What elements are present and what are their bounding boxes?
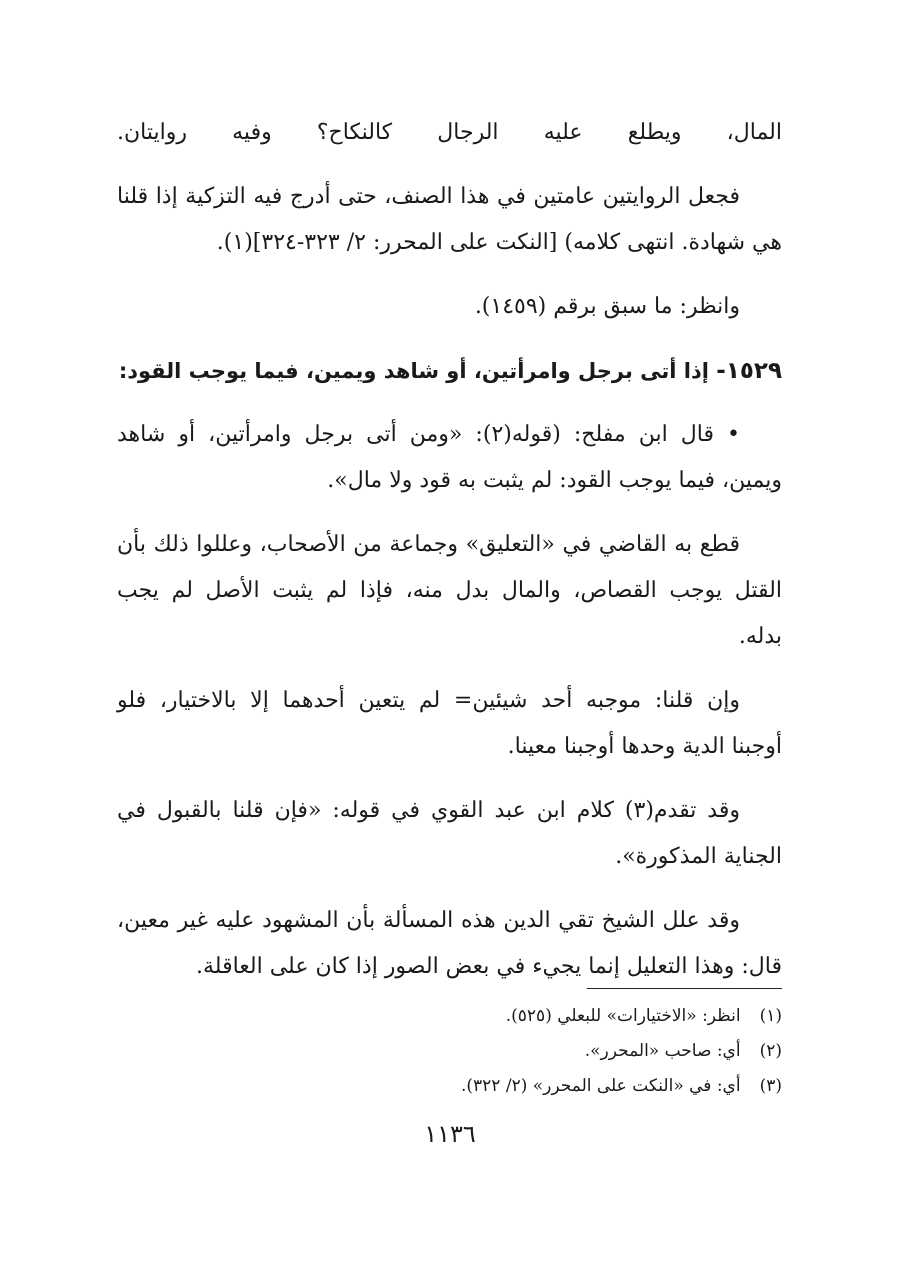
paragraph-line: ويمين، فيما يوجب القود: لم يثبت به قود ولا مال».	[327, 468, 782, 493]
section-number: ١٥٢٩-	[716, 358, 782, 384]
paragraph-line: بدله.	[738, 624, 782, 649]
footnote	[117, 1034, 782, 1069]
paragraph-line: فجعل الروايتين عامتين في هذا الصنف، حتى أدرج فيه التزكية إذا قلنا	[117, 184, 740, 209]
footnotes	[117, 988, 782, 1104]
footnote-number: (١)	[759, 1006, 782, 1026]
paragraph-line: قال: وهذا التعليل إنما يجيء في بعض الصور إذا كان على العاقلة.	[196, 954, 782, 979]
footnote-number: (٣)	[759, 1076, 782, 1096]
paragraph-line: • قال ابن مفلح: (قوله(٢): «ومن أتى برجل وامرأتين، أو شاهد	[117, 422, 740, 447]
footnote-number: (٢)	[759, 1041, 782, 1061]
footnote-text: أي: صاحب «المحرر».	[584, 1041, 741, 1061]
page-number: ١١٣٦	[424, 1120, 476, 1148]
section-title: إذا أتى برجل وامرأتين، أو شاهد ويمين، فيما يوجب القود:	[118, 359, 709, 383]
section-heading	[117, 348, 782, 394]
paragraph-line: هي شهادة. انتهى كلامه) [النكت على المحرر: ٢/ ٣٢٣-٣٢٤](١).	[216, 230, 782, 255]
footnote	[117, 999, 782, 1034]
footnote-text: انظر: «الاختيارات» للبعلي (٥٢٥).	[505, 1006, 741, 1026]
paragraph-line: قطع به القاضي في «التعليق» وجماعة من الأصحاب، وعللوا ذلك بأن	[117, 532, 740, 557]
page-body	[117, 110, 782, 990]
paragraph-line: وانظر: ما سبق برقم (١٤٥٩).	[474, 294, 740, 319]
paragraph-line: وقد تقدم(٣) كلام ابن عبد القوي في قوله: «فإن قلنا بالقبول في	[117, 798, 740, 823]
paragraph-line: أوجبنا الدية وحدها أوجبنا معينا.	[507, 734, 782, 759]
footnote	[117, 1069, 782, 1104]
footnote-text: أي: في «النكت على المحرر» (٢/ ٣٢٢).	[461, 1076, 741, 1096]
paragraph-line: المال، ويطلع عليه الرجال كالنكاح؟ وفيه روايتان.	[117, 120, 782, 145]
paragraph-line: القتل يوجب القصاص، والمال بدل منه، فإذا لم يثبت الأصل لم يجب	[117, 578, 782, 603]
paragraph-line: وإن قلنا: موجبه أحد شيئين= لم يتعين أحدهما إلا بالاختيار، فلو	[117, 688, 740, 713]
footnote-divider	[587, 988, 782, 989]
paragraph-line: الجناية المذكورة».	[615, 844, 782, 869]
paragraph-line: وقد علل الشيخ تقي الدين هذه المسألة بأن المشهود عليه غير معين،	[117, 908, 740, 933]
